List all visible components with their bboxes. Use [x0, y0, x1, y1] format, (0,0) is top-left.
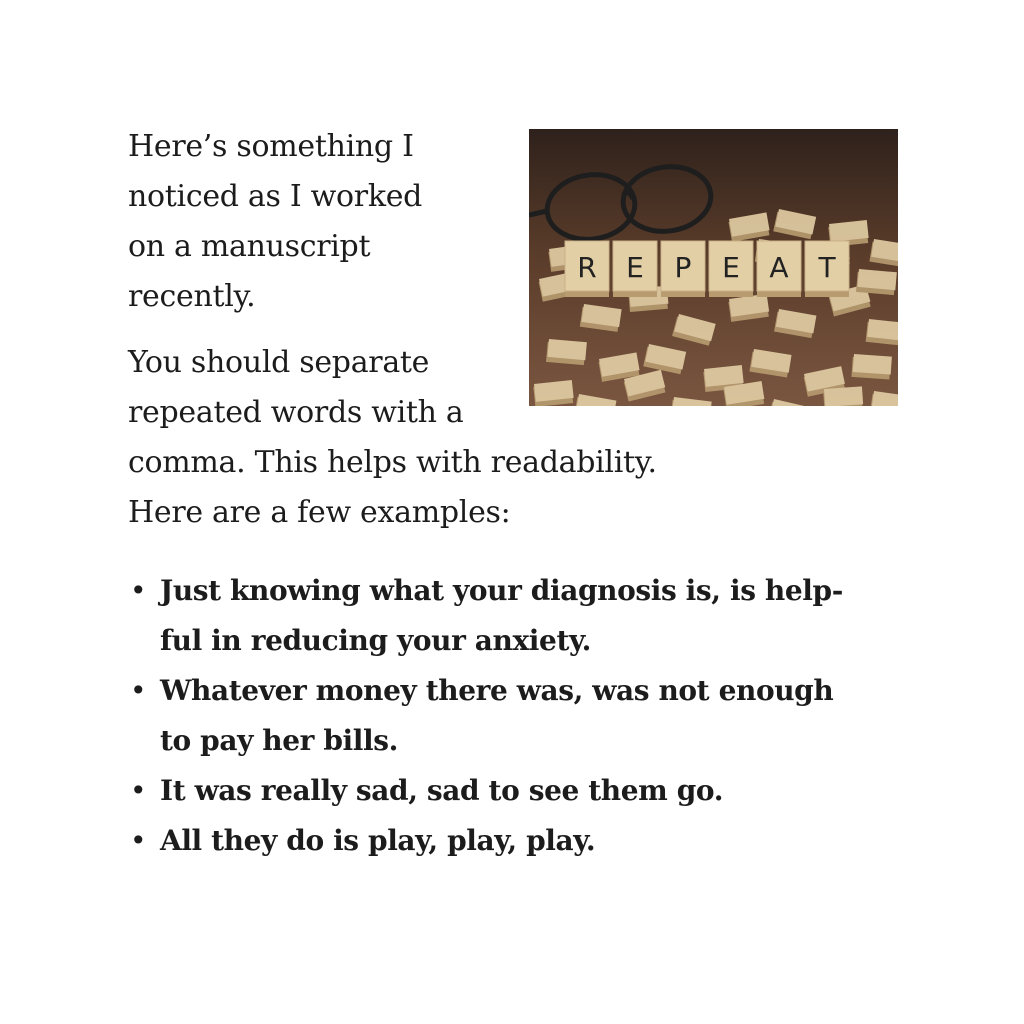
intro-line: Here’s something I: [128, 129, 414, 164]
bullet: •: [130, 824, 147, 857]
letter-tile: [613, 241, 657, 297]
explanation-line: repeated words with a: [128, 395, 464, 430]
example-line: to pay her bills.: [160, 724, 398, 757]
bullet: •: [130, 574, 147, 607]
example-line: Whatever money there was, was not enough: [160, 674, 834, 707]
scattered-tile: [866, 319, 898, 346]
example-item: [128, 666, 898, 766]
example-line: All they do is play, play, play.: [160, 824, 596, 857]
intro-line: recently.: [128, 279, 256, 314]
article-body: [128, 122, 898, 866]
scattered-tile: [546, 339, 587, 365]
example-line: ful in reducing your anxiety.: [160, 624, 591, 657]
scattered-tile: [823, 386, 864, 406]
letter-tile: [661, 241, 705, 297]
bullet: •: [130, 674, 147, 707]
tile-letter: E: [722, 251, 740, 284]
tile-letter: E: [626, 251, 644, 284]
example-item: [128, 766, 898, 816]
tile-letter: R: [577, 251, 597, 284]
intro-line: noticed as I worked: [128, 179, 423, 214]
example-line: It was really sad, sad to see them go.: [160, 774, 724, 807]
examples-list: [128, 566, 898, 866]
letter-tile: [565, 241, 609, 297]
letter-tile: [757, 241, 801, 297]
example-item: [128, 566, 898, 666]
intro-line: on a manuscript: [128, 229, 371, 264]
letter-tile: [709, 241, 753, 297]
tile-letter: A: [769, 251, 789, 284]
example-line: Just knowing what your diagnosis is, is help-: [160, 574, 843, 607]
letter-tile: [805, 241, 849, 297]
tile-letter: P: [674, 251, 692, 284]
scattered-tile: [533, 380, 574, 406]
tile-letter: T: [818, 251, 836, 284]
explanation-line: Here are a few examples:: [128, 495, 511, 530]
example-item: [128, 816, 898, 866]
scattered-tile: [856, 269, 897, 295]
explanation-line: comma. This helps with readability.: [128, 445, 657, 480]
explanation-line: You should separate: [128, 345, 430, 380]
bullet: •: [130, 774, 147, 807]
scattered-tile: [851, 354, 892, 380]
repeat-scrabble-tiles-photo: [529, 129, 898, 406]
